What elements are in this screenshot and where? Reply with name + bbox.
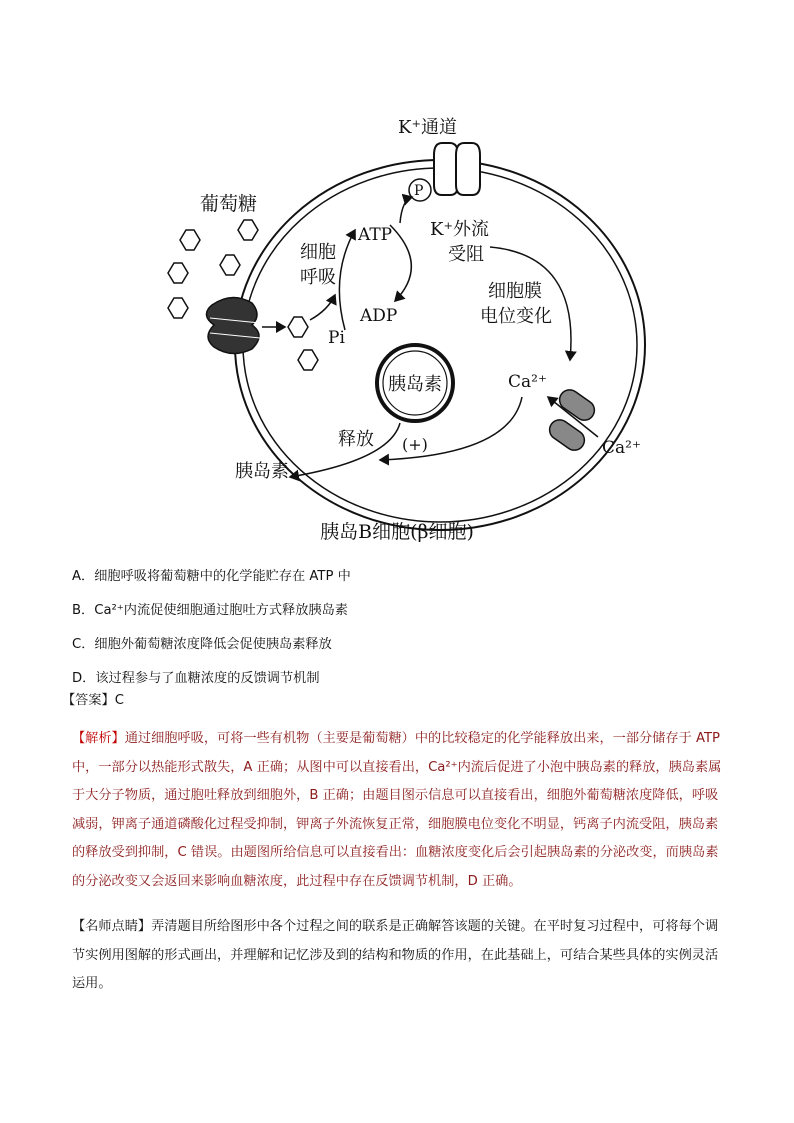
cell-membrane-outer [235,160,645,530]
explanation-text: 通过细胞呼吸，可将一些有机物（主要是葡萄糖）中的比较稳定的化学能释放出来，一部分储存于 ATP 中，一部分以热能形式散失，A 正确；从图中可以直接看出，Ca²⁺内流后促进了小泡中胰岛素的释放，胰岛素属于大分子物质，通过胞吐释放到细胞外，B 正确；由题目图示信息可以直接看出，细胞外葡萄糖浓度降低，呼吸减弱，钾离子通道磷酸化过程受抑制，钾离子外流恢复正常，细胞膜电位变化不明显，钙离子内流受阻，胰岛素的释放受到抑制，C 错误。由题图所给信息可以直接看出：血糖浓度变化后会引起胰岛素的分泌改变，而胰岛素的分泌改变又会返回来影响血糖浓度，此过程中存在反馈调节机制，D 正确。 [72,731,722,889]
k-efflux-label-1: K⁺外流 [430,219,489,240]
option-a: A．细胞呼吸将葡萄糖中的化学能贮存在 ATP 中 [72,569,351,584]
glucose-transporter-icon [206,297,260,353]
option-d: D．该过程参与了血糖浓度的反馈调节机制 [72,671,320,686]
calcium-inside-label: Ca²⁺ [508,372,547,392]
figure-caption: 胰岛B细胞(β细胞) [320,521,474,543]
k-channel-icon [434,143,480,195]
answer-options [72,566,351,702]
membrane-label-2: 电位变化 [480,306,552,327]
k-efflux-label-2: 受阻 [448,244,484,265]
respiration-label-1: 细胞 [300,242,336,263]
teacher-tip-text: 弄清题目所给图形中各个过程之间的联系是正确解答该题的关键。在平时复习过程中，可将每个调节实例用图解的形式画出，并理解和记忆涉及到的结构和物质的作用，在此基础上，可结合某些具体的实例灵活运用。 [72,919,719,991]
insulin-vesicle-label: 胰岛素 [388,374,442,395]
release-label: 释放 [338,429,374,450]
insulin-out-label: 胰岛素 [235,461,289,482]
islet-beta-cell-figure [150,105,660,560]
answer-line: 【答案】C [62,693,124,708]
glucose-label: 葡萄糖 [200,193,258,215]
respiration-label-2: 呼吸 [300,267,336,288]
atp-label: ATP [358,225,393,245]
calcium-outside-label: Ca²⁺ [602,438,641,458]
teacher-tip-paragraph [72,913,728,999]
calcium-channel-icon [546,386,599,454]
option-b: B．Ca²⁺内流促使细胞通过胞吐方式释放胰岛素 [72,603,348,618]
adp-label: ADP [360,306,398,326]
pi-label: Pi [328,328,345,348]
teacher-tip-tag: 【名师点睛】 [72,919,152,934]
k-channel-label: K⁺通道 [398,117,457,138]
membrane-label-1: 细胞膜 [488,281,542,302]
phosphate-label: P [414,183,424,199]
explanation-tag: 【解析】 [72,731,125,746]
plus-label: (+) [402,435,428,454]
option-c: C．细胞外葡萄糖浓度降低会促使胰岛素释放 [72,637,332,652]
explanation-paragraph [72,725,728,896]
